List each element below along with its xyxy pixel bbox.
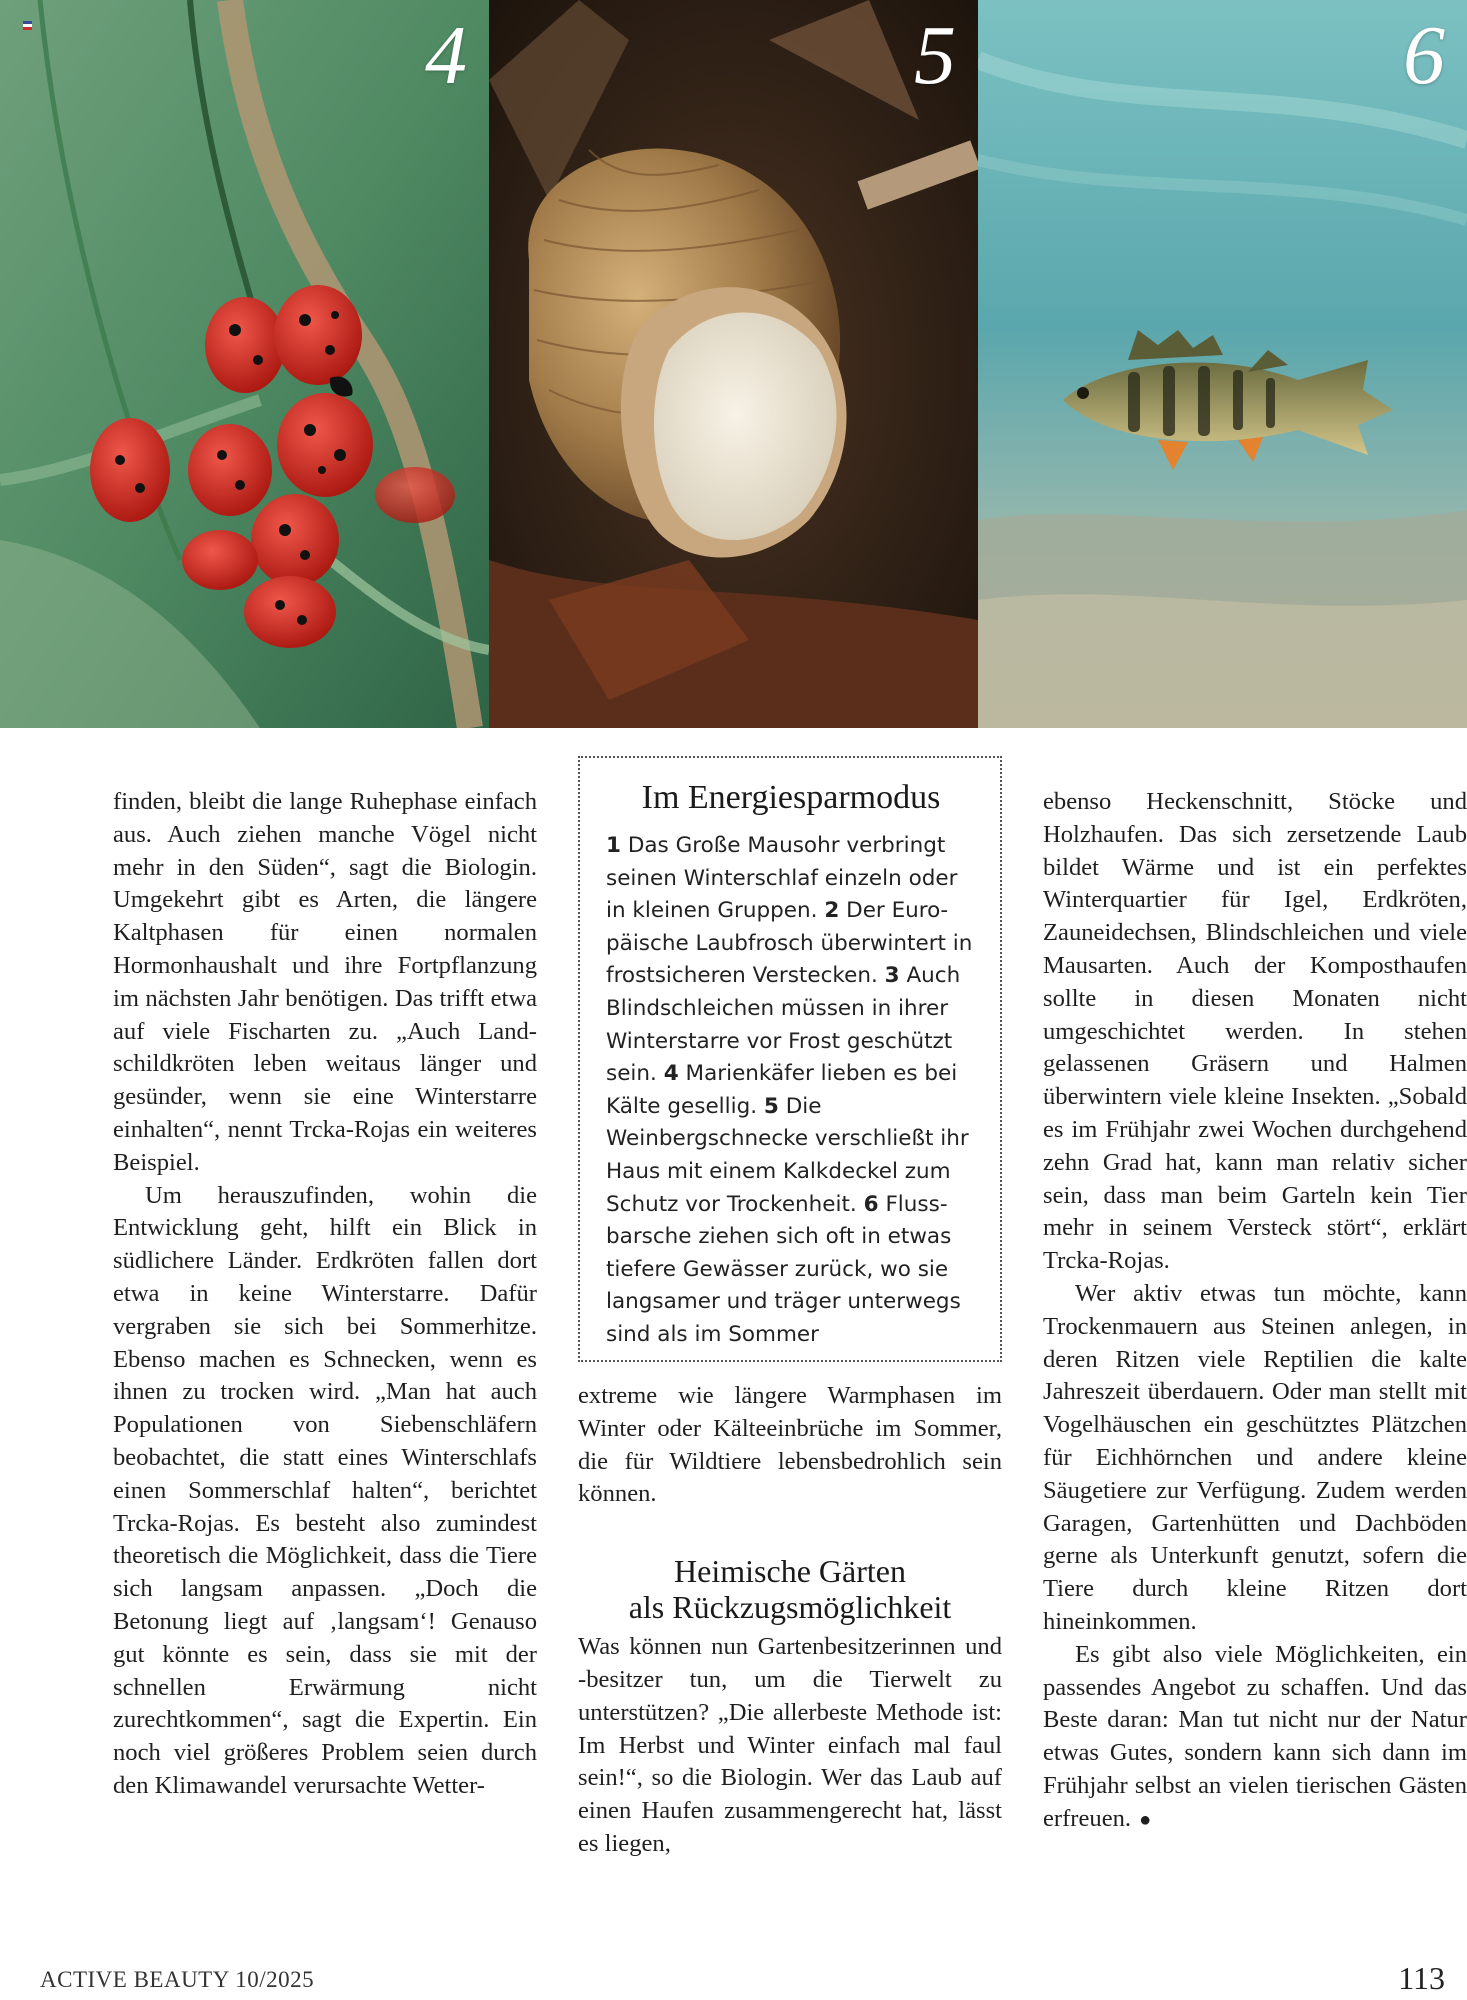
- caption-number: 2: [824, 898, 840, 924]
- section-heading-line: Heimische Gärten: [674, 1553, 906, 1590]
- photo-number: 5: [914, 9, 956, 102]
- paragraph: ebenso Heckenschnitt, Stöcke und Holzhaufen. Das sich zersetzende Laub bildet Wärme und ist ein perfektes Winterquartier für Igel, Erdkröten, Zauneidechsen, Blindschleichen und viele Mausarten. Auch der Komposthaufen sollte in diesen Monaten nicht umgeschichtet werden. In stehen gelassenen Gräsern und Halmen überwintern viele kleine Insekten. „Sobald es im Frühjahr zwei Wochen durchgehend zehn Grad hat, kann man relativ sicher sein, dass man beim Garteln kein Tier mehr in seinem Versteck stört“, erklärt Trcka-Rojas.: [1043, 788, 1467, 1275]
- article-column-middle: [578, 1380, 1002, 1861]
- page-number: 113: [1398, 1960, 1445, 1996]
- info-box-title: Im Energiesparmodus: [641, 779, 941, 816]
- paragraph: Um herauszufinden, wohin die Entwicklung geht, hilft ein Blick in südlichere Länder. Erdkröten fallen dort etwa in keine Winterstarre. Dafür vergraben sie sich bei Sommerhitze. Ebenso machen es Schnecken, wenn es ihnen zu trocken wird. „Man hat auch Populationen von Siebenschläfern beobachtet, die statt eines Winterschlafs einen Sommerschlaf halten“, berichtet Trcka-Rojas. Es besteht also zumindest theoretisch die Möglichkeit, dass die Tiere sich langsam anpassen. „Doch die Betonung liegt auf ‚langsam‘! Genauso gut könnte es sein, dass sie mit der schnellen Erwärmung nicht zurechtkommen“, sagt die Expertin. Ein noch viel größeres Problem seien durch den Klimawandel verursachte Wetter-: [113, 1181, 537, 1799]
- caption-number: 6: [863, 1191, 879, 1217]
- info-box: [578, 756, 1002, 1362]
- photo-strip: [0, 0, 1467, 728]
- photo-perch: [978, 0, 1467, 728]
- caption-text: Der Europäische Laubfrosch überwintert in frostsicheren Verstecken.: [606, 898, 973, 989]
- flag-mark: [23, 21, 32, 30]
- section-heading: [578, 1553, 1002, 1625]
- caption-text: Die Weinbergschnecke verschließt ihr Haus mit einem Kalkdeckel zum Schutz vor Trockenheit.: [606, 1093, 969, 1217]
- caption-text: Auch Blindschleichen müssen in ihrer Winterstarre vor Frost geschützt sein.: [606, 963, 961, 1087]
- caption-text: Flussbarsche ziehen sich oft in etwas tiefere Gewässer zurück, wo sie langsamer und träger unterwegs sind als im Sommer: [606, 1191, 961, 1347]
- paragraph: Was können nun Gartenbesitzerinnen und -besitzer tun, um die Tierwelt zu unterstützen? „Die allerbeste Methode ist: Im Herbst und Winter einfach mal faul sein!“, so die Biologin. Wer das Laub auf einen Haufen zusammengerecht hat, lässt es liegen,: [578, 1633, 1002, 1857]
- article-column-left: [113, 786, 537, 1803]
- section-heading-line: als Rückzugsmöglichkeit: [628, 1589, 952, 1626]
- photo-number: 6: [1403, 9, 1445, 102]
- caption-number: 4: [663, 1061, 679, 1087]
- end-of-article-icon: ●: [1139, 1808, 1152, 1831]
- paragraph: finden, bleibt die lange Ruhephase einfach aus. Auch ziehen manche Vögel nicht mehr in den Süden“, sagt die Biologin. Umgekehrt gibt es Arten, die längere Kaltphasen für einen normalen Hormonhaushalt und ihre Fortpflanzung im nächsten Jahr benötigen. Das trifft etwa auf viele Fischarten zu. „Auch Landschildkröten leben weitaus länger und gesünder, wenn sie eine Winterstarre einhalten“, nennt Trcka-Rojas ein weiteres Beispiel.: [113, 788, 537, 1176]
- paragraph: [1043, 1639, 1467, 1837]
- caption-number: 1: [606, 833, 621, 858]
- magazine-footer: ACTIVE BEAUTY 10/2025: [40, 1967, 315, 1992]
- perch-fish-icon: [978, 0, 1467, 728]
- photo-ladybugs: [0, 0, 489, 728]
- photo-snail: [489, 0, 978, 728]
- caption-text: Marienkäfer lieben es bei Kälte gesellig.: [606, 1061, 958, 1119]
- ladybugs-icon: [0, 0, 489, 728]
- info-box-body: [606, 830, 976, 1352]
- paragraph-text: Es gibt also viele Möglichkeiten, ein passendes Angebot zu schaffen. Und das Beste daran: Man tut nicht nur der Natur etwas Gutes, sondern kann sich dann im Frühjahr selbst an vielen tierischen Gästen erfreuen.: [1043, 1640, 1467, 1832]
- paragraph: Wer aktiv etwas tun möchte, kann Trockenmauern aus Steinen anlegen, in deren Ritzen viele Reptilien die kalte Jahreszeit überdauern. Oder man stellt mit Vogelhäuschen ein geschütztes Plätzchen für Eichhörnchen und andere kleine Säugetiere zur Verfügung. Zudem werden Garagen, Gartenhütten und Dachböden gerne als Unterkunft genutzt, sofern die Tiere durch kleine Ritzen dort hineinkommen.: [1043, 1279, 1467, 1635]
- paragraph: extreme wie längere Warmphasen im Winter oder Kälteeinbrüche im Sommer, die für Wildtiere lebensbedrohlich sein können.: [578, 1382, 1002, 1508]
- caption-text: Das Große Mausohr verbringt seinen Winterschlaf einzeln oder in kleinen Gruppen.: [606, 833, 958, 924]
- snail-icon: [489, 0, 978, 728]
- photo-number: 4: [425, 9, 467, 102]
- article-column-right: [1043, 786, 1467, 1837]
- caption-number: 5: [763, 1093, 779, 1119]
- caption-number: 3: [884, 963, 900, 989]
